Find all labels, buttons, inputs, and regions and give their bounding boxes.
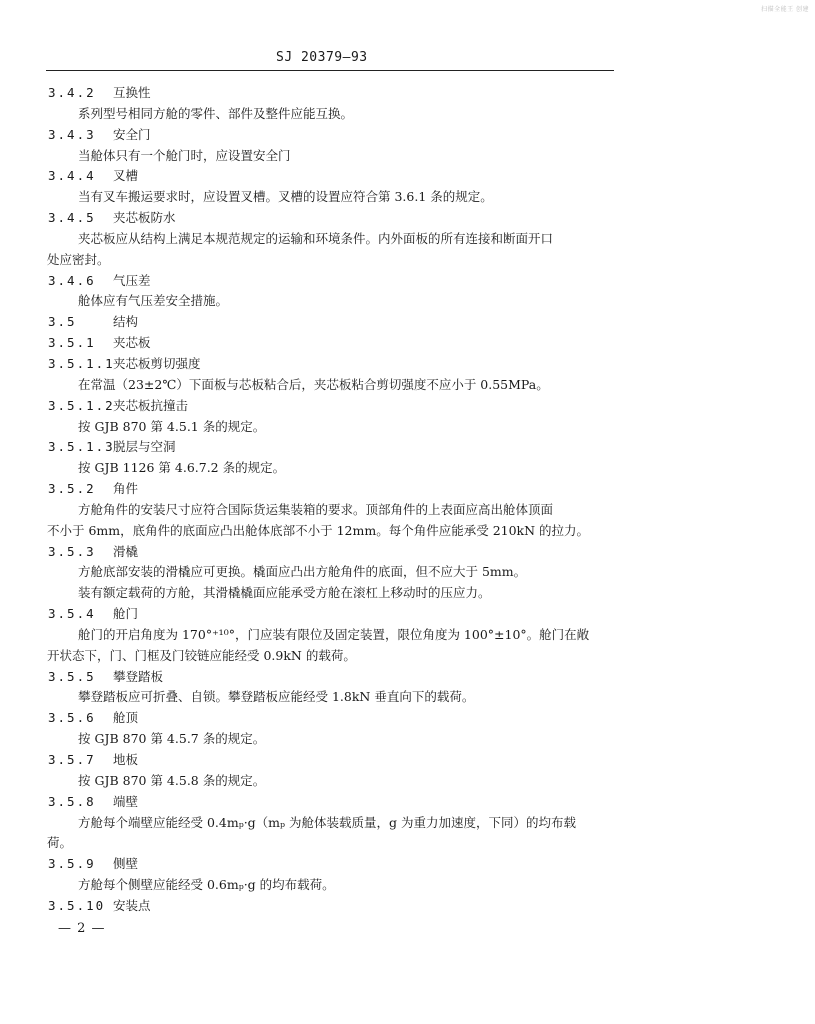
section-number: 3.5.1 xyxy=(48,335,96,351)
section-heading xyxy=(0,208,815,229)
paragraph-line: 舱体应有气压差安全措施。 xyxy=(78,293,229,309)
section-title: 互换性 xyxy=(113,85,151,100)
paragraph-line: 方舱每个侧壁应能经受 0.6mₚ·g 的均布载荷。 xyxy=(78,877,335,893)
paragraph-continuation: 处应密封。 xyxy=(47,251,110,267)
section-title: 夹芯板剪切强度 xyxy=(113,355,201,371)
section-title: 夹芯板 xyxy=(113,335,151,351)
paragraph-line: 在常温（23±2℃）下面板与芯板粘合后，夹芯板粘合剪切强度不应小于 0.55MPa。 xyxy=(78,376,549,392)
section-number: 3.5 xyxy=(48,314,77,330)
section-title: 攀登踏板 xyxy=(113,668,164,684)
section-heading xyxy=(0,896,815,917)
section-number: 3.4.3 xyxy=(48,126,96,142)
section-number: 3.4.4 xyxy=(48,168,96,184)
section-number: 3.4.2 xyxy=(48,85,96,100)
section-title: 叉槽 xyxy=(113,168,139,184)
section-heading xyxy=(0,542,815,563)
paragraph-line: 按 GJB 870 第 4.5.8 条的规定。 xyxy=(78,772,266,788)
page-number: — 2 — xyxy=(58,921,106,936)
section-heading xyxy=(0,604,815,625)
paragraph-line: 系列型号相同方舱的零件、部件及整件应能互换。 xyxy=(78,105,354,121)
section-number: 3.5.4 xyxy=(48,606,96,622)
section-title: 滑橇 xyxy=(113,543,139,559)
section-title: 角件 xyxy=(113,481,139,497)
paragraph-line: 方舱每个端壁应能经受 0.4mₚ·g（mₚ 为舱体装载质量，g 为重力加速度，下同）的均布载 xyxy=(78,814,576,830)
section-title: 气压差 xyxy=(113,272,151,288)
section-heading xyxy=(0,125,815,146)
paragraph-continuation: 不小于 6mm，底角件的底面应凸出舱体底部不小于 12mm。每个角件应能承受 210kN 的拉力。 xyxy=(47,522,590,538)
section-heading xyxy=(0,354,815,375)
paragraph-line: 按 GJB 1126 第 4.6.7.2 条的规定。 xyxy=(78,460,286,476)
section-heading xyxy=(0,667,815,688)
section-number: 3.5.2 xyxy=(48,481,96,497)
paragraph-line: 按 GJB 870 第 4.5.1 条的规定。 xyxy=(78,418,266,434)
section-heading xyxy=(0,750,815,771)
section-number: 3.5.10 xyxy=(48,897,106,913)
section-number: 3.5.3 xyxy=(48,543,96,559)
document-body xyxy=(0,83,815,917)
section-number: 3.5.5 xyxy=(48,668,96,684)
section-number: 3.5.8 xyxy=(48,793,96,809)
section-title: 舱顶 xyxy=(113,710,139,726)
section-number: 3.5.6 xyxy=(48,710,96,726)
section-number: 3.5.1.1 xyxy=(48,355,115,371)
section-title: 地板 xyxy=(113,752,139,767)
section-heading xyxy=(0,312,815,333)
section-title: 脱层与空洞 xyxy=(113,439,176,455)
section-heading xyxy=(0,437,815,458)
section-heading xyxy=(0,854,815,875)
section-number: 3.5.1.2 xyxy=(48,397,115,413)
section-title: 侧壁 xyxy=(113,856,139,872)
section-heading xyxy=(0,271,815,292)
section-heading xyxy=(0,166,815,187)
section-number: 3.5.9 xyxy=(48,856,96,872)
section-number: 3.4.6 xyxy=(48,272,96,288)
section-heading xyxy=(0,396,815,417)
paragraph-line: 装有额定载荷的方舱，其滑橇橇面应能承受方舱在滚杠上移动时的压应力。 xyxy=(78,585,491,601)
standard-number-header: SJ 20379—93 xyxy=(276,50,368,65)
paragraph-line: 当舱体只有一个舱门时，应设置安全门 xyxy=(78,147,291,163)
paragraph-line: 夹芯板应从结构上满足本规范规定的运输和环境条件。内外面板的所有连接和断面开口 xyxy=(78,230,554,246)
section-heading xyxy=(0,792,815,813)
section-title: 结构 xyxy=(113,314,139,330)
paragraph-line: 按 GJB 870 第 4.5.7 条的规定。 xyxy=(78,731,266,747)
section-number: 3.5.1.3 xyxy=(48,439,115,455)
section-number: 3.5.7 xyxy=(48,752,96,767)
paragraph-line: 当有叉车搬运要求时，应设置叉槽。叉槽的设置应符合第 3.6.1 条的规定。 xyxy=(78,189,493,205)
paragraph-line: 攀登踏板应可折叠、自锁。攀登踏板应能经受 1.8kN 垂直向下的载荷。 xyxy=(78,689,475,705)
section-heading xyxy=(0,479,815,500)
scanner-watermark: 扫描全能王 创建 xyxy=(761,6,809,13)
paragraph-continuation: 荷。 xyxy=(47,835,73,851)
section-heading xyxy=(0,83,815,104)
header-rule xyxy=(46,70,614,71)
section-title: 夹芯板抗撞击 xyxy=(113,397,189,413)
paragraph-line: 方舱角件的安装尺寸应符合国际货运集装箱的要求。顶部角件的上表面应高出舱体顶面 xyxy=(78,501,554,517)
section-number: 3.4.5 xyxy=(48,210,96,226)
section-heading xyxy=(0,333,815,354)
section-title: 安全门 xyxy=(113,126,151,142)
section-title: 端壁 xyxy=(113,793,139,809)
section-heading xyxy=(0,708,815,729)
paragraph-line: 舱门的开启角度为 170°⁺¹⁰°，门应装有限位及固定装置，限位角度为 100°±10°。舱门在敞 xyxy=(78,626,590,642)
section-title: 夹芯板防水 xyxy=(113,210,176,226)
section-title: 舱门 xyxy=(113,606,139,622)
paragraph-line: 方舱底部安装的滑橇应可更换。橇面应凸出方舱角件的底面，但不应大于 5mm。 xyxy=(78,564,527,580)
section-title: 安装点 xyxy=(113,897,151,913)
paragraph-continuation: 开状态下，门、门框及门铰链应能经受 0.9kN 的载荷。 xyxy=(47,647,356,663)
